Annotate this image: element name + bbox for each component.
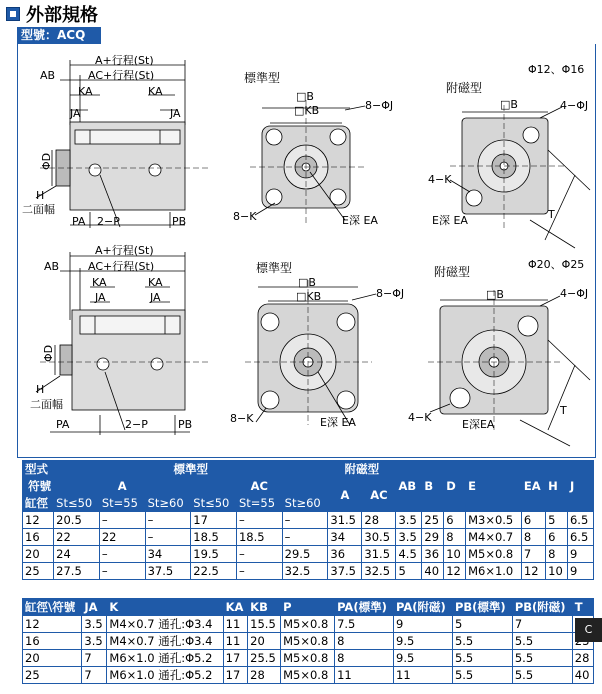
table-header-cell: T: [572, 599, 593, 616]
table-cell: 22: [54, 529, 100, 546]
std-ea-bot: E深 EA: [320, 416, 356, 429]
label-ka-left-b: KA: [92, 276, 107, 289]
std-b-bot: □B: [298, 276, 316, 289]
page-title: 外部規格: [26, 5, 98, 26]
std-j-bot: 8−ΦJ: [376, 287, 405, 300]
table-cell: M4×0.7: [466, 529, 522, 546]
table-cell: 28: [362, 512, 396, 529]
table-row: [23, 667, 594, 684]
label-phi-d: ΦD: [40, 152, 53, 170]
table-cell: 12: [23, 616, 82, 633]
table-cell: M6×1.0 通孔:Φ5.2: [107, 667, 223, 684]
table-cell: M5×0.8: [281, 616, 335, 633]
table-cell: 5: [546, 512, 568, 529]
label-h: H: [36, 189, 45, 202]
mag-ea-top: E深 EA: [432, 214, 468, 227]
label-ac-st: AC+行程(St): [88, 69, 155, 82]
table-cell: 20.5: [54, 512, 100, 529]
table-cell: 8: [546, 546, 568, 563]
table-cell: 10: [444, 546, 466, 563]
table-cell: 12: [521, 563, 545, 580]
table-cell: 37.5: [328, 563, 362, 580]
table-cell: 9.5: [394, 650, 453, 667]
table-cell: 10: [546, 563, 568, 580]
table-cell: –: [145, 512, 191, 529]
table-row: [23, 633, 594, 650]
table-cell: 7: [521, 546, 545, 563]
std-k-bot: 8−K: [230, 412, 254, 425]
h-mag-a: A: [328, 478, 362, 512]
table-cell: 18.5: [191, 529, 237, 546]
table-cell: 7: [82, 667, 107, 684]
table-cell: 7: [512, 616, 572, 633]
label-flats-b: 二面幅: [30, 398, 63, 411]
table-cell: 6: [521, 512, 545, 529]
table-row: [23, 512, 594, 529]
table-cell: 31.5: [362, 546, 396, 563]
table-cell: 17: [223, 650, 248, 667]
label-ac-st-b: AC+行程(St): [88, 260, 155, 273]
label-ja-right-b: JA: [150, 291, 161, 304]
h-h: H: [546, 461, 568, 512]
table-header-cell: 缸徑\符號: [23, 599, 82, 616]
table-cell: M4×0.7 通孔:Φ3.4: [107, 633, 223, 650]
side-float-button[interactable]: C: [575, 618, 602, 642]
table-cell: M5×0.8: [281, 667, 335, 684]
h-mag-ac: AC: [362, 478, 396, 512]
table-header-cell: K: [107, 599, 223, 616]
table-cell: 3.5: [82, 633, 107, 650]
table-cell: 30.5: [362, 529, 396, 546]
std-title-top: 標準型: [244, 71, 281, 85]
table-cell: 19.5: [191, 546, 237, 563]
label-ja-right: JA: [170, 107, 181, 120]
table-row: [23, 616, 594, 633]
table-cell: –: [236, 512, 282, 529]
table-row: [23, 529, 594, 546]
h-s1: St≤50: [54, 495, 100, 512]
table-cell: 6.5: [567, 512, 593, 529]
table-cell: 5.5: [452, 650, 512, 667]
table-cell: 34: [145, 546, 191, 563]
table-cell: 11: [223, 616, 248, 633]
mag-k-top: 4−K: [428, 173, 452, 186]
std-kb-bot: □KB: [296, 290, 322, 303]
table-cell: 29.5: [282, 546, 328, 563]
h-type: 型式: [23, 461, 54, 478]
table-cell: 7: [82, 650, 107, 667]
table-cell: 25: [422, 512, 444, 529]
table-cell: –: [99, 512, 145, 529]
table-cell: 27.5: [54, 563, 100, 580]
label-phi-d-b: ΦD: [42, 344, 55, 362]
table-cell: 28: [248, 667, 281, 684]
table-cell: 16: [23, 633, 82, 650]
std-title-bot: 標準型: [256, 261, 293, 275]
mag-title-top: 附磁型: [446, 81, 483, 95]
table-cell: 36: [328, 546, 362, 563]
table-cell: 18.5: [236, 529, 282, 546]
mag-j-top: 4−ΦJ: [560, 99, 589, 112]
label-ab: AB: [40, 69, 56, 82]
table-header-cell: KB: [248, 599, 281, 616]
table-cell: 22.5: [191, 563, 237, 580]
table-cell: 11: [394, 667, 453, 684]
h-ac: AC: [191, 478, 328, 495]
table-cell: 15.5: [248, 616, 281, 633]
table-cell: M6×1.0: [466, 563, 522, 580]
front-view-magnetic-bottom: [428, 290, 590, 446]
mag-size-top: Φ12、Φ16: [528, 63, 585, 76]
front-view-magnetic-top: [450, 105, 590, 248]
table-cell: 40: [572, 667, 593, 684]
std-j-top: 8−ΦJ: [365, 99, 394, 112]
table-cell: 9: [567, 546, 593, 563]
label-2p-b: 2−P: [125, 418, 148, 431]
table-cell: 31.5: [328, 512, 362, 529]
label-h-b: H: [36, 383, 45, 396]
label-ja-left: JA: [70, 107, 81, 120]
std-b-top: □B: [296, 90, 314, 103]
h-ab: AB: [396, 461, 422, 512]
table-cell: –: [99, 546, 145, 563]
table-cell: 25.5: [248, 650, 281, 667]
table-header-cell: PB(附磁): [512, 599, 572, 616]
table-cell: 24: [54, 546, 100, 563]
table-cell: 40: [422, 563, 444, 580]
table-cell: 8: [521, 529, 545, 546]
mag-b-top: □B: [500, 98, 518, 111]
table-cell: 5.5: [512, 633, 572, 650]
table-cell: –: [99, 563, 145, 580]
table-header-cell: PA(標準): [335, 599, 394, 616]
spec-table-2-body: [23, 616, 594, 684]
mag-ea-bot: E深EA: [462, 418, 495, 431]
table-cell: 37.5: [145, 563, 191, 580]
table-cell: 8: [335, 650, 394, 667]
table-header-cell: PB(標準): [452, 599, 512, 616]
label-pa-b: PA: [56, 418, 70, 431]
table-cell: –: [282, 529, 328, 546]
table-cell: –: [282, 512, 328, 529]
h-d: D: [444, 461, 466, 512]
mag-t-bot: T: [560, 404, 567, 417]
table-header-cell: KA: [223, 599, 248, 616]
table-row: [23, 546, 594, 563]
h-sym: 符號: [23, 478, 54, 495]
table-cell: 5.5: [512, 667, 572, 684]
h-s4: St≤50: [191, 495, 237, 512]
h-mag: 附磁型: [328, 461, 396, 478]
table-row: [23, 563, 594, 580]
spec-table-1-body: [23, 512, 594, 580]
table-cell: 17: [223, 667, 248, 684]
label-2p: 2−P: [97, 215, 120, 228]
h-j: J: [567, 461, 593, 512]
table-row: [23, 650, 594, 667]
label-a-st-b: A+行程(St): [95, 244, 154, 257]
table-cell: 8: [444, 529, 466, 546]
table-cell: 11: [335, 667, 394, 684]
h-e: E: [466, 461, 522, 512]
table-cell: 12: [444, 563, 466, 580]
table-cell: 5.5: [452, 633, 512, 650]
table-cell: 5: [396, 563, 422, 580]
side-view-top: [36, 60, 210, 228]
table-cell: 32.5: [362, 563, 396, 580]
h-s6: St≥60: [282, 495, 328, 512]
spec-table-1: [22, 460, 594, 580]
h-s5: St=55: [236, 495, 282, 512]
h-ea: EA: [521, 461, 545, 512]
table-header-cell: JA: [82, 599, 107, 616]
label-pa: PA: [72, 215, 86, 228]
label-flats: 二面幅: [22, 203, 55, 216]
table-cell: 6.5: [567, 529, 593, 546]
table-header-cell: P: [281, 599, 335, 616]
table-cell: 20: [23, 650, 82, 667]
table-cell: 8: [335, 633, 394, 650]
table-cell: M6×1.0 通孔:Φ5.2: [107, 650, 223, 667]
label-ab-b: AB: [44, 260, 60, 273]
table-cell: 4.5: [396, 546, 422, 563]
table-cell: 12: [23, 512, 54, 529]
table-cell: 3.5: [396, 529, 422, 546]
table-header-cell: PA(附磁): [394, 599, 453, 616]
table-cell: 29: [422, 529, 444, 546]
label-ka-right: KA: [148, 85, 163, 98]
table-cell: 3.5: [82, 616, 107, 633]
table-cell: 20: [23, 546, 54, 563]
table-cell: 17: [191, 512, 237, 529]
table-cell: –: [145, 529, 191, 546]
table-cell: 7.5: [335, 616, 394, 633]
model-tab: 型號：ACQ: [17, 27, 101, 44]
label-ka-right-b: KA: [148, 276, 163, 289]
table-cell: M3×0.5: [466, 512, 522, 529]
table-cell: 5.5: [512, 650, 572, 667]
table-cell: –: [236, 546, 282, 563]
spec-table-2: [22, 598, 594, 684]
mag-t-top: T: [548, 208, 555, 221]
table-cell: 25: [23, 563, 54, 580]
h-b: B: [422, 461, 444, 512]
table-cell: 32.5: [282, 563, 328, 580]
table-cell: M5×0.8: [466, 546, 522, 563]
table-cell: 9.5: [394, 633, 453, 650]
label-ja-left-b: JA: [95, 291, 106, 304]
table-cell: 6: [444, 512, 466, 529]
h-s2: St=55: [99, 495, 145, 512]
mag-b-bot: □B: [486, 288, 504, 301]
table-cell: 20: [248, 633, 281, 650]
label-ka-left: KA: [78, 85, 93, 98]
spec-table-2-header: [23, 599, 594, 616]
table-cell: 9: [567, 563, 593, 580]
mag-size-bot: Φ20、Φ25: [528, 258, 585, 271]
label-pb: PB: [172, 215, 187, 228]
std-ea-top: E深 EA: [342, 214, 378, 227]
table-cell: M4×0.7 通孔:Φ3.4: [107, 616, 223, 633]
table-cell: M5×0.8: [281, 633, 335, 650]
table-cell: 34: [328, 529, 362, 546]
table-cell: 28: [572, 650, 593, 667]
table-cell: 3.5: [396, 512, 422, 529]
std-k-top: 8−K: [233, 210, 257, 223]
table-cell: M5×0.8: [281, 650, 335, 667]
table-cell: 11: [223, 633, 248, 650]
table-cell: 25: [23, 667, 82, 684]
table-cell: –: [236, 563, 282, 580]
mag-title-bot: 附磁型: [434, 265, 471, 279]
std-kb-top: □KB: [294, 104, 320, 117]
table-cell: 9: [394, 616, 453, 633]
table-cell: 22: [99, 529, 145, 546]
h-std: 標準型: [54, 461, 328, 478]
label-a-st: A+行程(St): [95, 54, 154, 67]
h-bore: 缸徑: [23, 495, 54, 512]
table-cell: 5: [452, 616, 512, 633]
table-cell: 36: [422, 546, 444, 563]
h-s3: St≥60: [145, 495, 191, 512]
table-cell: 16: [23, 529, 54, 546]
front-view-standard-top: [250, 100, 365, 225]
table-cell: 6: [546, 529, 568, 546]
h-a: A: [54, 478, 191, 495]
label-pb-b: PB: [178, 418, 193, 431]
mag-j-bot: 4−ΦJ: [560, 287, 589, 300]
mag-k-bot: 4−K: [408, 411, 432, 424]
table-cell: 5.5: [452, 667, 512, 684]
